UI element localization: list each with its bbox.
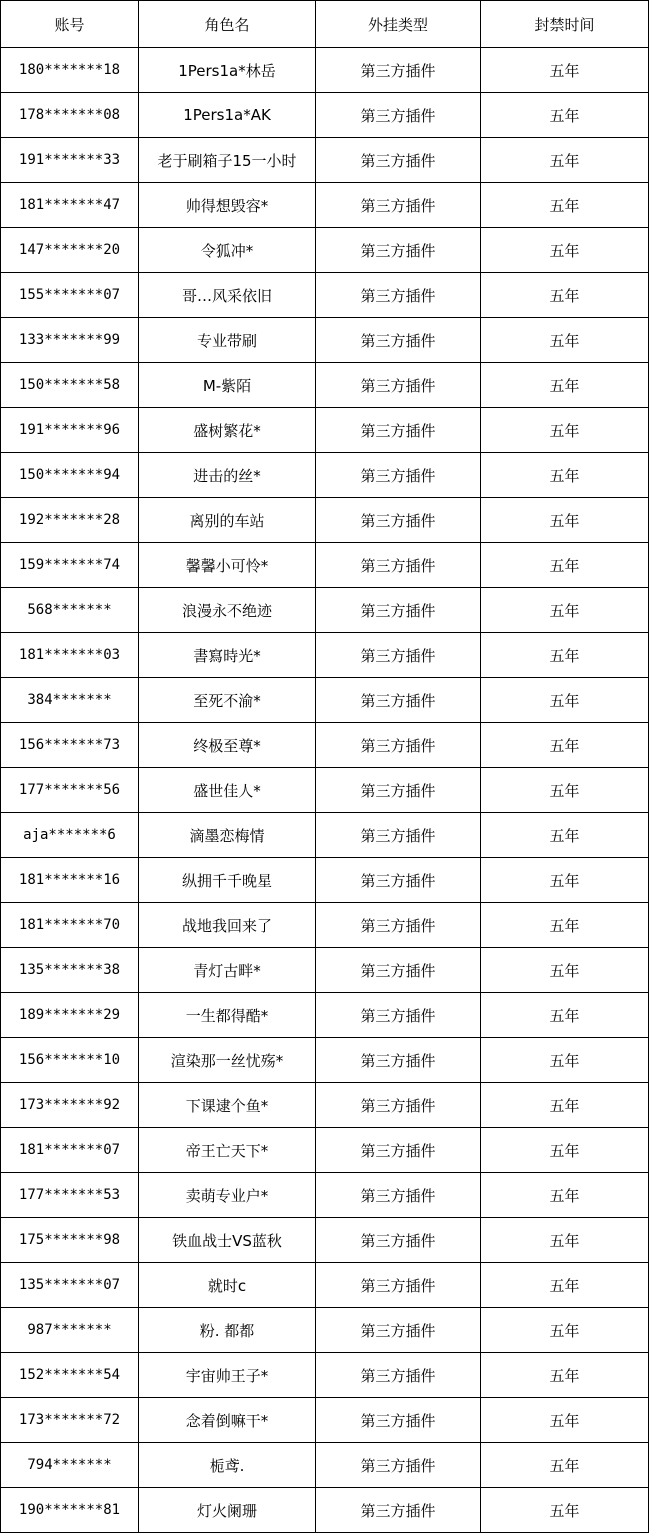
cheat-type-cell: 第三方插件	[316, 273, 481, 318]
table-row	[1, 498, 649, 543]
account-cell: 987*******	[1, 1308, 139, 1353]
ban-duration-cell: 五年	[481, 453, 649, 498]
cheat-type-cell: 第三方插件	[316, 1263, 481, 1308]
table-row	[1, 363, 649, 408]
cheat-type-cell: 第三方插件	[316, 183, 481, 228]
ban-duration-cell: 五年	[481, 408, 649, 453]
role-name-cell: 至死不渝*	[139, 678, 316, 723]
role-name-cell: 终极至尊*	[139, 723, 316, 768]
role-name-cell: 下课逮个鱼*	[139, 1083, 316, 1128]
table-row	[1, 1218, 649, 1263]
role-name-cell: 帅得想毁容*	[139, 183, 316, 228]
table-row	[1, 138, 649, 183]
ban-duration-cell: 五年	[481, 1263, 649, 1308]
cheat-type-cell: 第三方插件	[316, 1308, 481, 1353]
account-cell: 191*******96	[1, 408, 139, 453]
ban-duration-cell: 五年	[481, 228, 649, 273]
ban-duration-cell: 五年	[481, 363, 649, 408]
account-cell: 177*******56	[1, 768, 139, 813]
cheat-type-cell: 第三方插件	[316, 318, 481, 363]
account-cell: 156*******73	[1, 723, 139, 768]
role-name-cell: 老于刷箱子15一小时	[139, 138, 316, 183]
role-name-cell: 离别的车站	[139, 498, 316, 543]
role-name-cell: 专业带刷	[139, 318, 316, 363]
cheat-type-cell: 第三方插件	[316, 1353, 481, 1398]
table-row	[1, 1263, 649, 1308]
table-row	[1, 1128, 649, 1173]
role-name-cell: 灯火阑珊	[139, 1488, 316, 1533]
cheat-type-cell: 第三方插件	[316, 138, 481, 183]
cheat-type-cell: 第三方插件	[316, 48, 481, 93]
cheat-type-cell: 第三方插件	[316, 1083, 481, 1128]
table-row	[1, 633, 649, 678]
cheat-type-cell: 第三方插件	[316, 858, 481, 903]
account-cell: 181*******70	[1, 903, 139, 948]
role-name-cell: 青灯古畔*	[139, 948, 316, 993]
table-row	[1, 1173, 649, 1218]
role-name-cell: 令狐冲*	[139, 228, 316, 273]
role-name-cell: 渲染那一丝忧殇*	[139, 1038, 316, 1083]
ban-duration-cell: 五年	[481, 1083, 649, 1128]
cheat-type-cell: 第三方插件	[316, 543, 481, 588]
account-cell: 191*******33	[1, 138, 139, 183]
table-row	[1, 723, 649, 768]
role-name-cell: 铁血战士VS蓝秋	[139, 1218, 316, 1263]
ban-duration-cell: 五年	[481, 1038, 649, 1083]
cheat-type-cell: 第三方插件	[316, 1173, 481, 1218]
ban-duration-cell: 五年	[481, 1218, 649, 1263]
ban-duration-cell: 五年	[481, 768, 649, 813]
account-cell: 150*******94	[1, 453, 139, 498]
ban-duration-cell: 五年	[481, 138, 649, 183]
cheat-type-cell: 第三方插件	[316, 1443, 481, 1488]
role-name-cell: 卖萌专业户*	[139, 1173, 316, 1218]
table-row	[1, 1443, 649, 1488]
account-cell: 156*******10	[1, 1038, 139, 1083]
cheat-type-cell: 第三方插件	[316, 588, 481, 633]
account-cell: 568*******	[1, 588, 139, 633]
header-account: 账号	[1, 1, 139, 48]
cheat-type-cell: 第三方插件	[316, 813, 481, 858]
account-cell: 147*******20	[1, 228, 139, 273]
role-name-cell: 盛树繁花*	[139, 408, 316, 453]
cheat-type-cell: 第三方插件	[316, 363, 481, 408]
account-cell: 189*******29	[1, 993, 139, 1038]
account-cell: 159*******74	[1, 543, 139, 588]
account-cell: 181*******16	[1, 858, 139, 903]
ban-duration-cell: 五年	[481, 678, 649, 723]
table-row	[1, 813, 649, 858]
cheat-type-cell: 第三方插件	[316, 1218, 481, 1263]
role-name-cell: 帝王亡天下*	[139, 1128, 316, 1173]
role-name-cell: 宇宙帅王子*	[139, 1353, 316, 1398]
header-role-name: 角色名	[139, 1, 316, 48]
account-cell: 150*******58	[1, 363, 139, 408]
cheat-type-cell: 第三方插件	[316, 1488, 481, 1533]
table-row	[1, 273, 649, 318]
account-cell: 384*******	[1, 678, 139, 723]
table-row	[1, 948, 649, 993]
account-cell: 173*******92	[1, 1083, 139, 1128]
table-row	[1, 543, 649, 588]
table-row	[1, 768, 649, 813]
role-name-cell: 就时c	[139, 1263, 316, 1308]
account-cell: 155*******07	[1, 273, 139, 318]
table-row	[1, 588, 649, 633]
ban-duration-cell: 五年	[481, 1443, 649, 1488]
role-name-cell: 書寫時光*	[139, 633, 316, 678]
cheat-type-cell: 第三方插件	[316, 903, 481, 948]
ban-duration-cell: 五年	[481, 1398, 649, 1443]
role-name-cell: 浪漫永不绝迹	[139, 588, 316, 633]
ban-duration-cell: 五年	[481, 543, 649, 588]
role-name-cell: 纵拥千千晚星	[139, 858, 316, 903]
role-name-cell: 馨馨小可怜*	[139, 543, 316, 588]
cheat-type-cell: 第三方插件	[316, 948, 481, 993]
account-cell: 135*******07	[1, 1263, 139, 1308]
account-cell: 794*******	[1, 1443, 139, 1488]
ban-duration-cell: 五年	[481, 633, 649, 678]
account-cell: aja*******6	[1, 813, 139, 858]
account-cell: 177*******53	[1, 1173, 139, 1218]
account-cell: 192*******28	[1, 498, 139, 543]
cheat-type-cell: 第三方插件	[316, 1398, 481, 1443]
table-row	[1, 408, 649, 453]
ban-duration-cell: 五年	[481, 903, 649, 948]
role-name-cell: 1Pers1a*林岳	[139, 48, 316, 93]
account-cell: 180*******18	[1, 48, 139, 93]
table-row	[1, 318, 649, 363]
role-name-cell: 1Pers1a*AK	[139, 93, 316, 138]
table-header	[1, 1, 649, 48]
cheat-type-cell: 第三方插件	[316, 993, 481, 1038]
cheat-type-cell: 第三方插件	[316, 453, 481, 498]
table-body	[1, 48, 649, 1533]
ban-duration-cell: 五年	[481, 1128, 649, 1173]
cheat-type-cell: 第三方插件	[316, 678, 481, 723]
table-row	[1, 1038, 649, 1083]
role-name-cell: 滴墨恋梅情	[139, 813, 316, 858]
table-row	[1, 903, 649, 948]
role-name-cell: M-紫陌	[139, 363, 316, 408]
role-name-cell: 战地我回来了	[139, 903, 316, 948]
account-cell: 181*******03	[1, 633, 139, 678]
table-row	[1, 183, 649, 228]
ban-duration-cell: 五年	[481, 1353, 649, 1398]
table-row	[1, 228, 649, 273]
ban-duration-cell: 五年	[481, 723, 649, 768]
ban-duration-cell: 五年	[481, 48, 649, 93]
header-row	[1, 1, 649, 48]
table-row	[1, 1353, 649, 1398]
cheat-type-cell: 第三方插件	[316, 93, 481, 138]
ban-duration-cell: 五年	[481, 183, 649, 228]
table-row	[1, 1398, 649, 1443]
account-cell: 173*******72	[1, 1398, 139, 1443]
ban-duration-cell: 五年	[481, 318, 649, 363]
account-cell: 152*******54	[1, 1353, 139, 1398]
role-name-cell: 念着倒嘛干*	[139, 1398, 316, 1443]
role-name-cell: 粉. 都都	[139, 1308, 316, 1353]
account-cell: 178*******08	[1, 93, 139, 138]
role-name-cell: 哥…风采依旧	[139, 273, 316, 318]
cheat-type-cell: 第三方插件	[316, 633, 481, 678]
role-name-cell: 栀鸢.	[139, 1443, 316, 1488]
cheat-type-cell: 第三方插件	[316, 1038, 481, 1083]
ban-duration-cell: 五年	[481, 498, 649, 543]
account-cell: 175*******98	[1, 1218, 139, 1263]
ban-duration-cell: 五年	[481, 273, 649, 318]
role-name-cell: 进击的丝*	[139, 453, 316, 498]
header-cheat-type: 外挂类型	[316, 1, 481, 48]
cheat-type-cell: 第三方插件	[316, 228, 481, 273]
ban-duration-cell: 五年	[481, 93, 649, 138]
table-row	[1, 993, 649, 1038]
header-ban-duration: 封禁时间	[481, 1, 649, 48]
cheat-type-cell: 第三方插件	[316, 1128, 481, 1173]
account-cell: 135*******38	[1, 948, 139, 993]
table-row	[1, 48, 649, 93]
account-cell: 181*******47	[1, 183, 139, 228]
table-row	[1, 1488, 649, 1533]
ban-duration-cell: 五年	[481, 813, 649, 858]
ban-duration-cell: 五年	[481, 1308, 649, 1353]
ban-duration-cell: 五年	[481, 1488, 649, 1533]
table-row	[1, 858, 649, 903]
table-row	[1, 1308, 649, 1353]
account-cell: 133*******99	[1, 318, 139, 363]
role-name-cell: 盛世佳人*	[139, 768, 316, 813]
ban-duration-cell: 五年	[481, 993, 649, 1038]
cheat-type-cell: 第三方插件	[316, 498, 481, 543]
account-cell: 181*******07	[1, 1128, 139, 1173]
ban-duration-cell: 五年	[481, 858, 649, 903]
table-row	[1, 93, 649, 138]
table-row	[1, 678, 649, 723]
table-row	[1, 1083, 649, 1128]
cheat-type-cell: 第三方插件	[316, 768, 481, 813]
cheat-type-cell: 第三方插件	[316, 408, 481, 453]
cheat-type-cell: 第三方插件	[316, 723, 481, 768]
role-name-cell: 一生都得酷*	[139, 993, 316, 1038]
ban-duration-cell: 五年	[481, 948, 649, 993]
account-cell: 190*******81	[1, 1488, 139, 1533]
ban-duration-cell: 五年	[481, 1173, 649, 1218]
table-row	[1, 453, 649, 498]
ban-duration-cell: 五年	[481, 588, 649, 633]
